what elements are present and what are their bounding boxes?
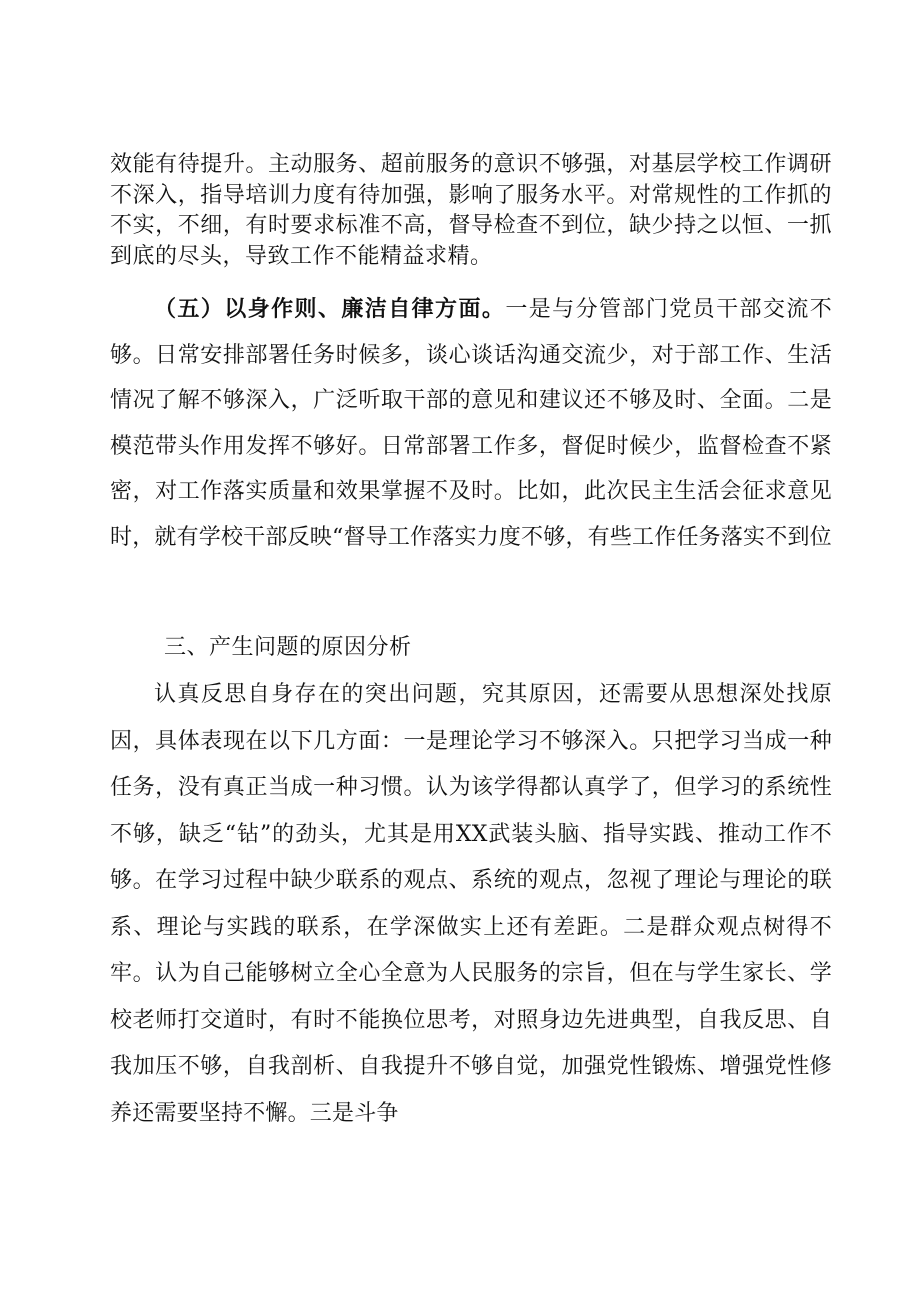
section-three-heading: 三、产生问题的原因分析 — [164, 635, 412, 660]
section-five-title: （五）以身作则、廉洁自律方面。 — [154, 297, 506, 322]
section-five-paragraph — [110, 287, 832, 560]
section-five-body: 一是与分管部门党员干部交流不够。日常安排部署任务时候多，谈心谈话沟通交流少，对于部工作、生活情况了解不够深入，广泛听取干部的意见和建议还不够及时、全面。二是模范带头作用发挥不够好。日常部署工作多，督促时候少，监督检查不紧密，对工作落实质量和效果掌握不及时。比如，此次民主生活会征求意见时，就有学校干部反映“督导工作落实力度不够，有些工作任务落实不到位 — [110, 297, 832, 550]
section-three-paragraph: 认真反思自身存在的突出问题，究其原因，还需要从思想深处找原因，具体表现在以下几方面：一是理论学习不够深入。只把学习当成一种任务，没有真正当成一种习惯。认为该学得都认真学了，但学习的系统性不够，缺乏“钻”的劲头，尤其是用XX武装头脑、指导实践、推动工作不够。在学习过程中缺少联系的观点、系统的观点，忽视了理论与理论的联系、理论与实践的联系，在学深做实上还有差距。二是群众观点树得不牢。认为自己能够树立全心全意为人民服务的宗旨，但在与学生家长、学校老师打交道时，有时不能换位思考，对照身边先进典型，自我反思、自我加压不够，自我剖析、自我提升不够自觉，加强党性锻炼、增强党性修养还需要坚持不懈。三是斗争 — [110, 682, 832, 1126]
paragraph-service-efficiency: 效能有待提升。主动服务、超前服务的意识不够强，对基层学校工作调研不深入，指导培训力度有待加强，影响了服务水平。对常规性的工作抓的不实，不细，有时要求标准不高，督导检查不到位，缺少持之以恒、一抓到底的尽头，导致工作不能精益求精。 — [110, 152, 832, 269]
